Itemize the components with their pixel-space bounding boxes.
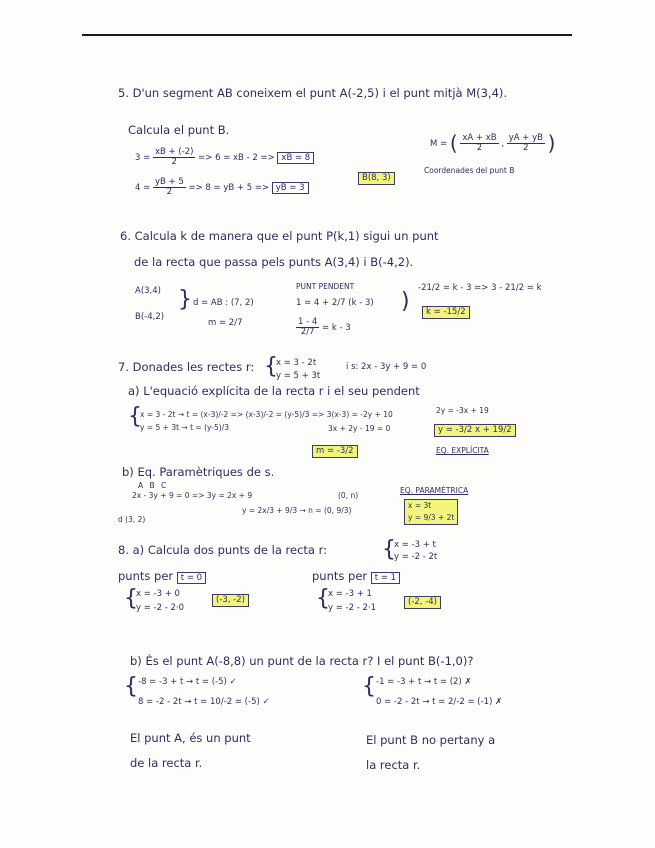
p8-right-eq2: y = -2 - 2·1 xyxy=(328,603,377,613)
top-rule xyxy=(82,34,572,36)
p8-bb-brace: { xyxy=(362,674,376,699)
p7-s-eq: i s: 2x - 3y + 9 = 0 xyxy=(346,362,427,372)
p6-vector: d = AB : (7, 2) xyxy=(193,298,254,308)
p8-left-eq2: y = -2 - 2·0 xyxy=(136,603,185,613)
p5-xb-box: xB = 8 xyxy=(277,152,314,164)
p7-a-line3: 3x + 2y - 19 = 0 xyxy=(328,424,391,433)
p8-right-result-box: (-2, -4) xyxy=(404,596,441,609)
p7-question-b: b) Eq. Paramètriques de s. xyxy=(122,465,275,479)
p6-bracket: ) xyxy=(401,289,410,314)
p8-r-eq2: y = -2 - 2t xyxy=(394,552,438,562)
p8-ba-eq2: 8 = -2 - 2t → t = 10/-2 = (-5) ✓ xyxy=(138,697,270,707)
p8-right-brace: { xyxy=(316,586,330,611)
p7-b-point: (0, n) xyxy=(338,491,359,500)
p5-title: 5. D'un segment AB coneixem el punt A(-2,5) i el punt mitjà M(3,4). xyxy=(118,86,508,100)
p5-eq2: 4 = $\frac{yB + 5}{2}$ => 8 = yB + 5 => yB = 3 xyxy=(135,178,309,197)
p7-r-eq2: y = 5 + 3t xyxy=(276,371,321,381)
p8-left-label: punts per t = 0 xyxy=(118,569,206,584)
p6-point-a: A(3,4) xyxy=(135,286,161,296)
p5-note: Coordenades del punt B xyxy=(424,166,515,175)
p6-title: 6. Calcula k de manera que el punt P(k,1) sigui un punt xyxy=(120,229,439,243)
p7-a-slope-box: m = -3/2 xyxy=(312,445,358,458)
p8-right-eq1: x = -3 + 1 xyxy=(328,589,372,599)
p7-b-dir: d (3, 2) xyxy=(118,515,146,524)
p7-b-eq2: y = 2x/3 + 9/3 → n = (0, 9/3) xyxy=(242,506,352,515)
p6-point-b: B(-4,2) xyxy=(135,312,165,322)
p8-r-eq1: x = -3 + t xyxy=(394,540,436,550)
p7-a-line2: y = 5 + 3t → t = (y-5)/3 xyxy=(140,423,230,432)
p7-a-right1: 2y = -3x + 19 xyxy=(436,406,489,415)
p6-result-box: k = -15/2 xyxy=(422,306,470,319)
p8-bb-eq1: -1 = -3 + t → t = (2) ✗ xyxy=(376,677,472,687)
p7-b-result-box: x = 3t y = 9/3 + 2t xyxy=(404,499,458,525)
p7-title: 7. Donades les rectes r: xyxy=(118,360,255,374)
p6-slope: m = 2/7 xyxy=(208,318,243,328)
p8-bb-eq2: 0 = -2 - 2t → t = 2/-2 = (-1) ✗ xyxy=(376,697,503,707)
p8-left-result-box: (-3, -2) xyxy=(212,594,249,607)
p6-step: $\frac{1 - 4}{2/7}$ = k - 3 xyxy=(298,317,351,337)
p8-title: 8. a) Calcula dos punts de la recta r: xyxy=(118,543,328,557)
p7-r-eq1: x = 3 - 2t xyxy=(276,358,317,368)
p8-left-eq1: x = -3 + 0 xyxy=(136,589,180,599)
p5-subtitle: Calcula el punt B. xyxy=(128,123,230,137)
p6-brace: } xyxy=(178,287,192,312)
p7-a-result-box: y = -3/2 x + 19/2 xyxy=(434,424,516,437)
p8-conclusion-a-2: de la recta r. xyxy=(130,756,203,770)
p8-conclusion-b-1: El punt B no pertany a xyxy=(366,733,496,747)
p7-a-label: EQ. EXPLÍCITA xyxy=(436,446,489,455)
p7-a-brace: { xyxy=(128,404,142,429)
p5-midpoint-formula: M = ( $\frac{xA + xB}{2}$ , $\frac{yA + yB}{2}$ ) xyxy=(430,131,556,155)
p6-right-eq: -21/2 = k - 3 => 3 - 21/2 = k xyxy=(418,283,542,293)
p5-eq1: 3 = $\frac{xB + (-2)}{2}$ => 6 = xB - 2 => xB = 8 xyxy=(135,148,314,167)
p8-right-label: punts per t = 1 xyxy=(312,569,400,584)
p8-right-t-box: t = 1 xyxy=(371,572,400,584)
p8-conclusion-a-1: El punt A, és un punt xyxy=(130,731,251,745)
p8-left-t-box: t = 0 xyxy=(177,572,206,584)
p6-punt-pendent-label: PUNT PENDENT xyxy=(296,282,355,291)
p8-r-brace: { xyxy=(382,537,396,562)
p7-a-line1: x = 3 - 2t → t = (x-3)/-2 => (x-3)/-2 = (y-5)/3 => 3(x-3) = -2y + 10 xyxy=(140,410,393,419)
p7-question-a: a) L'equació explícita de la recta r i el seu pendent xyxy=(128,384,420,398)
p7-r-brace: { xyxy=(264,354,278,379)
p8-question-b: b) És el punt A(-8,8) un punt de la recta r? I el punt B(-1,0)? xyxy=(130,654,474,668)
p8-ba-eq1: -8 = -3 + t → t = (-5) ✓ xyxy=(138,677,237,687)
p8-left-brace: { xyxy=(124,586,138,611)
p6-punt-pendent-eq: 1 = 4 + 2/7 (k - 3) xyxy=(296,298,374,308)
p8-ba-brace: { xyxy=(124,674,138,699)
p7-b-eq: 2x - 3y + 9 = 0 => 3y = 2x + 9 xyxy=(132,491,253,500)
p7-b-abc: A B C xyxy=(138,481,169,490)
p6-title2: de la recta que passa pels punts A(3,4) i B(-4,2). xyxy=(134,255,414,269)
p7-b-label: EQ. PARAMÈTRICA xyxy=(400,486,469,495)
p8-conclusion-b-2: la recta r. xyxy=(366,758,421,772)
p5-yb-box: yB = 3 xyxy=(272,182,309,194)
p5-result-box: B(8, 3) xyxy=(358,172,395,185)
